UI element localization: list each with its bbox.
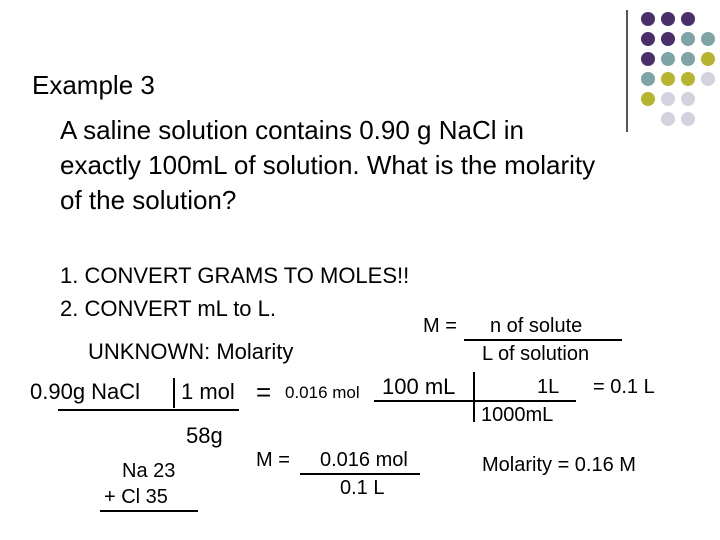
decor-dot bbox=[661, 52, 675, 66]
answer: Molarity = 0.16 M bbox=[482, 454, 636, 476]
decor-dot bbox=[661, 92, 675, 106]
decor-dot bbox=[681, 92, 695, 106]
decor-dot bbox=[641, 72, 655, 86]
decor-dot bbox=[681, 112, 695, 126]
step-2: 2. CONVERT mL to L. bbox=[60, 296, 277, 321]
slide-heading: Example 3 bbox=[32, 70, 155, 100]
liters-num: 1L bbox=[537, 376, 560, 398]
problem-line-2: exactly 100mL of solution. What is the molarity bbox=[60, 150, 596, 180]
decor-dot bbox=[701, 72, 715, 86]
decor-dot bbox=[641, 12, 655, 26]
decor-dot bbox=[701, 32, 715, 46]
decor-dot bbox=[681, 52, 695, 66]
equals-sign: = bbox=[256, 377, 272, 407]
molarity-formula-fraction-bar bbox=[464, 339, 622, 341]
decor-dot bbox=[641, 92, 655, 106]
decor-dot bbox=[701, 52, 715, 66]
decor-vertical-rule bbox=[626, 10, 628, 132]
grams-nacl: 0.90g NaCl bbox=[30, 379, 141, 404]
decor-dot bbox=[681, 72, 695, 86]
one-mol: 1 mol bbox=[181, 379, 235, 404]
ml-den: 1000mL bbox=[481, 404, 554, 426]
result-moles: 0.016 mol bbox=[285, 383, 360, 402]
vertical-divider bbox=[173, 378, 175, 408]
sodium-mass: Na 23 bbox=[122, 460, 176, 482]
decor-dot bbox=[661, 12, 675, 26]
calc-fraction-bar bbox=[300, 473, 420, 475]
volume-fraction-bar bbox=[374, 400, 576, 402]
volume-vertical-divider bbox=[473, 372, 475, 422]
volume-ml: 100 mL bbox=[382, 374, 456, 399]
decor-dot bbox=[641, 32, 655, 46]
decor-dot bbox=[681, 32, 695, 46]
molar-mass-den: 58g bbox=[186, 423, 223, 448]
calc-denominator: 0.1 L bbox=[340, 477, 385, 499]
decor-dot bbox=[661, 32, 675, 46]
step-1: 1. CONVERT GRAMS TO MOLES!! bbox=[60, 263, 410, 288]
calc-numerator: 0.016 mol bbox=[320, 449, 408, 471]
molarity-formula-denominator: L of solution bbox=[482, 343, 590, 365]
unknown-label: UNKNOWN: Molarity bbox=[88, 339, 294, 364]
volume-result: = 0.1 L bbox=[593, 376, 655, 398]
decor-dot bbox=[681, 12, 695, 26]
decor-dot bbox=[641, 52, 655, 66]
molarity-formula-numerator: n of solute bbox=[490, 315, 583, 337]
problem-line-3: of the solution? bbox=[60, 185, 237, 215]
molarity-formula-label: M = bbox=[423, 315, 457, 337]
decor-dot bbox=[661, 72, 675, 86]
problem-line-1: A saline solution contains 0.90 g NaCl in bbox=[60, 115, 524, 145]
conversion-fraction-bar bbox=[58, 409, 239, 411]
chlorine-mass: + Cl 35 bbox=[104, 486, 168, 508]
molar-mass-sum-bar bbox=[100, 510, 198, 512]
calc-label: M = bbox=[256, 449, 290, 471]
decor-dot bbox=[661, 112, 675, 126]
